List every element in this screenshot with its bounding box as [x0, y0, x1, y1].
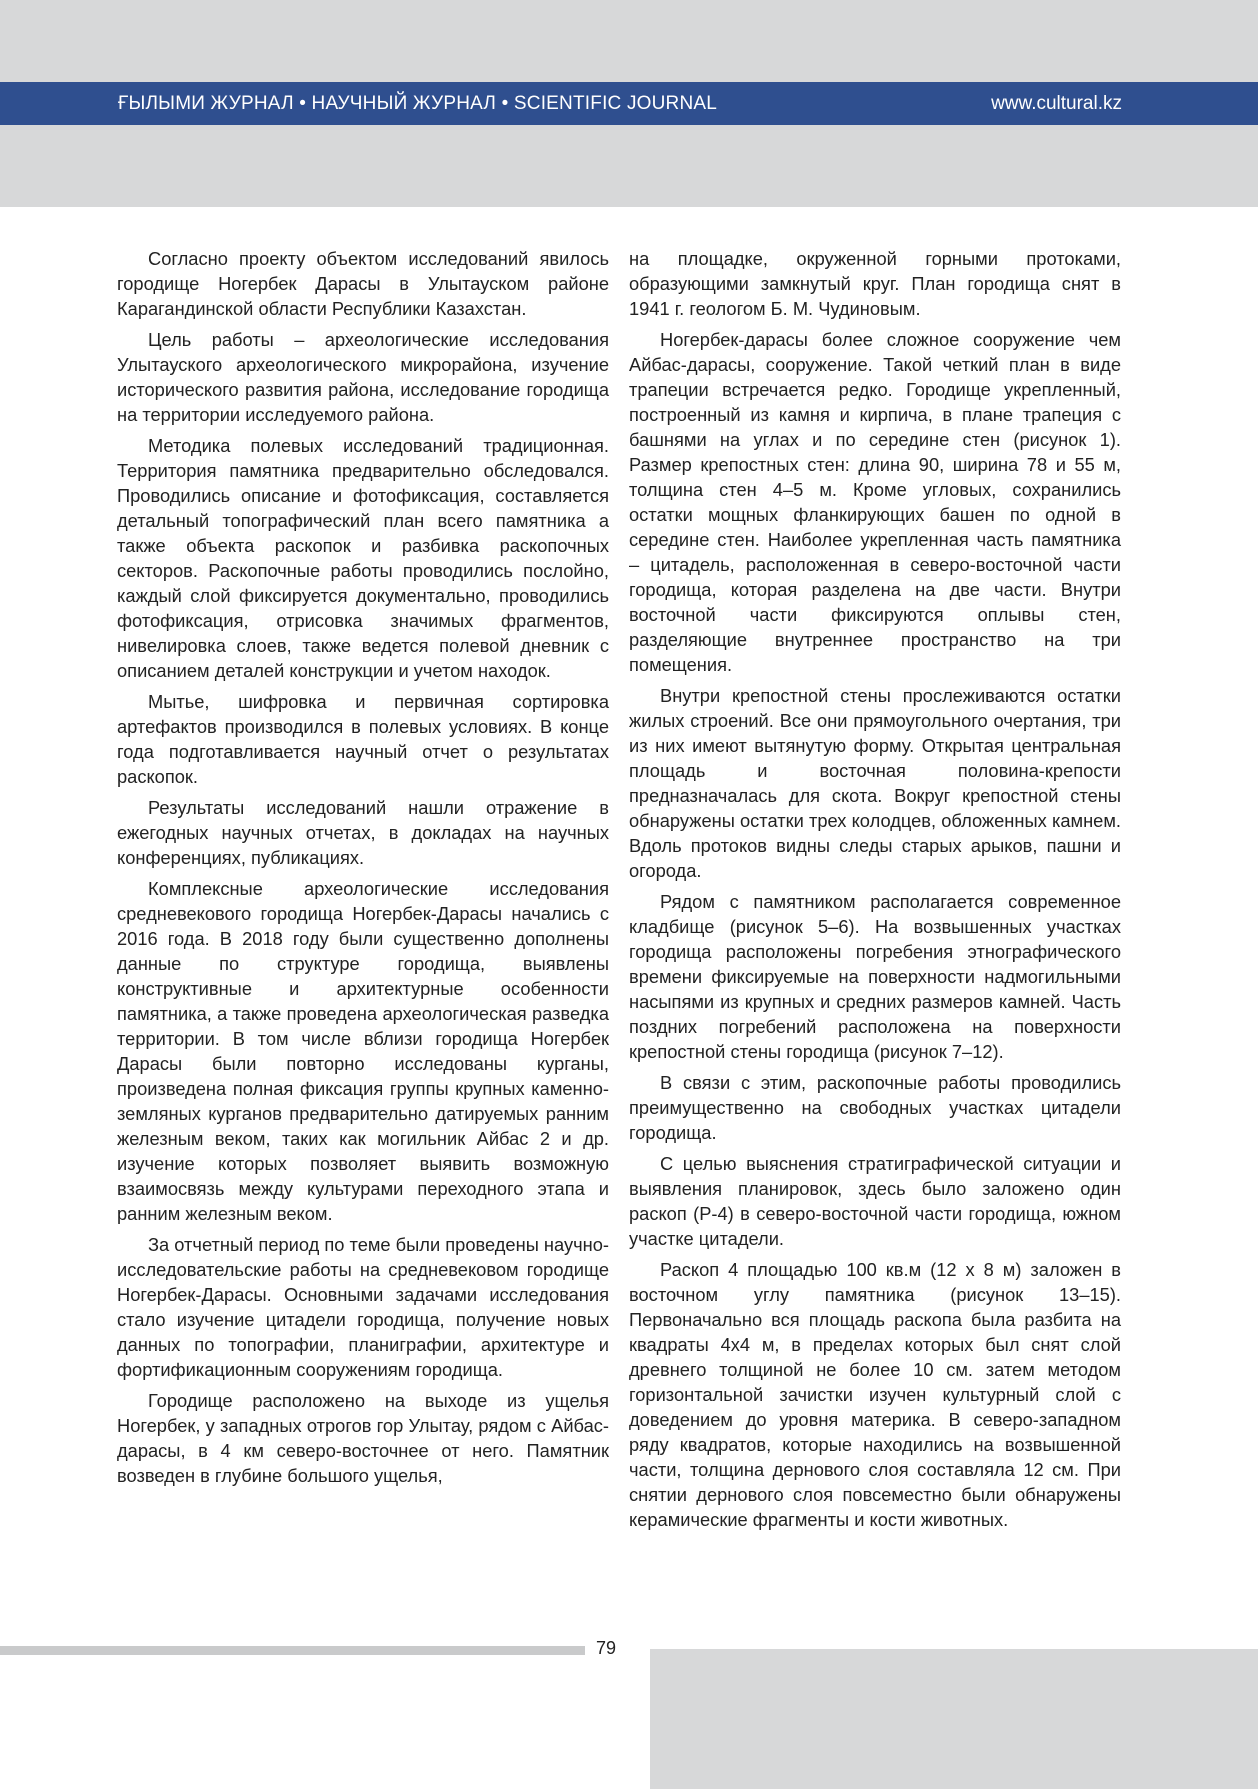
journal-banner [0, 82, 1258, 125]
paragraph: на площадке, окруженной горными протоками, образующими замкнутый круг. План городища снят в 1941 г. геологом Б. М. Чудиновым. [629, 248, 1121, 319]
paragraph: Комплексные археологические исследования средневекового городища Ногербек-Дарасы начались с 2016 года. В 2018 году были существенно дополнены данные по структуре городища, выявлены конструктивные и архитектурные особенности памятника, а также проведена археологическая разведка территории. В том числе вблизи городища Ногербек Дарасы были повторно исследованы курганы, произведена полная фиксация группы крупных каменно-земляных курганов предварительно датируемых ранним железным веком, таких как могильник Айбас 2 и др. изучение которых позволяет выявить возможную взаимосвязь между культурами переходного этапа и ранним железным веком. [117, 878, 609, 1224]
footer-background [650, 1649, 1258, 1789]
page-number: 79 [596, 1638, 617, 1658]
paragraph: Цель работы – археологические исследования Улытауского археологического микрорайона, изучение исторического развития района, исследование городища на территории исследуемого района. [117, 329, 609, 425]
paragraph: Городище расположено на выходе из ущелья Ногербек, у западных отрогов гор Улытау, рядом с Айбас-дарасы, в 4 км северо-восточнее от него. Памятник возведен в глубине большого ущелья, [117, 1390, 609, 1486]
journal-title: ҒЫЛЫМИ ЖУРНАЛ • НАУЧНЫЙ ЖУРНАЛ • SCIENTIFIC JOURNAL [118, 93, 718, 114]
paragraph: Внутри крепостной стены прослеживаются остатки жилых строений. Все они прямоугольного очертания, три из них имеют вытянутую форму. Открытая центральная площадь и восточная половина-крепости предназначалась для скота. Вокруг крепостной стены обнаружены остатки трех колодцев, обложенных камнем. Вдоль протоков видны следы старых арыков, пашни и огорода. [629, 685, 1121, 881]
paragraph: Результаты исследований нашли отражение в ежегодных научных отчетах, в докладах на научных конференциях, публикациях. [117, 797, 609, 868]
website-link[interactable]: www.cultural.kz [991, 93, 1122, 114]
paragraph: С целью выяснения стратиграфической ситуации и выявления планировок, здесь было заложено один раскоп (Р-4) в северо-восточной части городища, южном участке цитадели. [629, 1153, 1121, 1249]
footer-rule [0, 1646, 585, 1655]
paragraph: За отчетный период по теме были проведены научно-исследовательские работы на средневековом городище Ногербек-Дарасы. Основными задачами исследования стало изучение цитадели городища, получение новых данных по топографии, планиграфии, архитектуре и фортификационным сооружениям городища. [117, 1234, 609, 1380]
paragraph: Согласно проекту объектом исследований явилось городище Ногербек Дарасы в Улытауском районе Карагандинской области Республики Казахстан. [117, 248, 609, 319]
paragraph: Ногербек-дарасы более сложное сооружение чем Айбас-дарасы, сооружение. Такой четкий план в виде трапеции встречается редко. Городище укрепленный, построенный из камня и кирпича, в плане трапеция с башнями на углах и по середине стен (рисунок 1). Размер крепостных стен: длина 90, ширина 78 и 55 м, толщина стен 4–5 м. Кроме угловых, сохранились остатки мощных фланкирующих башен по одной в середине стен. Наиболее укрепленная часть памятника – цитадель, расположенная в северо-восточной части городища, которая разделена на две части. Внутри восточной части фиксируются оплывы стен, разделяющие внутреннее пространство на три помещения. [629, 329, 1121, 675]
paragraph: Методика полевых исследований традиционная. Территория памятника предварительно обследовался. Проводились описание и фотофиксация, составляется детальный топографический план всего памятника а также объекта раскопок и разбивка раскопочных секторов. Раскопочные работы проводились послойно, каждый слой фиксируется документально, проводились фотофиксация, отрисовка значимых фрагментов, нивелировка слоев, также ведется полевой дневник с описанием деталей конструкции и учетом находок. [117, 435, 609, 681]
paragraph: В связи с этим, раскопочные работы проводились преимущественно на свободных участках цитадели городища. [629, 1072, 1121, 1143]
left-column [117, 246, 609, 1494]
paragraph: Рядом с памятником располагается современное кладбище (рисунок 5–6). На возвышенных участках городища расположены погребения этнографического времени фиксируемые на поверхности надмогильными насыпями из крупных и средних размеров камней. Часть поздних погребений расположена на поверхности крепостной стены городища (рисунок 7–12). [629, 891, 1121, 1062]
paragraph: Мытье, шифровка и первичная сортировка артефактов производился в полевых условиях. В конце года подготавливается научный отчет о результатах раскопок. [117, 691, 609, 787]
paragraph: Раскоп 4 площадью 100 кв.м (12 х 8 м) заложен в восточном углу памятника (рисунок 13–15). Первоначально вся площадь раскопа была разбита на квадраты 4х4 м, в пределах которых был снят слой древнего толщиной не более 10 см. затем методом горизонтальной зачистки изучен культурный слой с доведением до уровня материка. В северо-западном ряду квадратов, которые находились на возвышенной части, толщина дернового слоя составляла 12 см. При снятии дернового слоя повсеместно были обнаружены керамические фрагменты и кости животных. [629, 1259, 1121, 1530]
right-column [629, 246, 1121, 1538]
